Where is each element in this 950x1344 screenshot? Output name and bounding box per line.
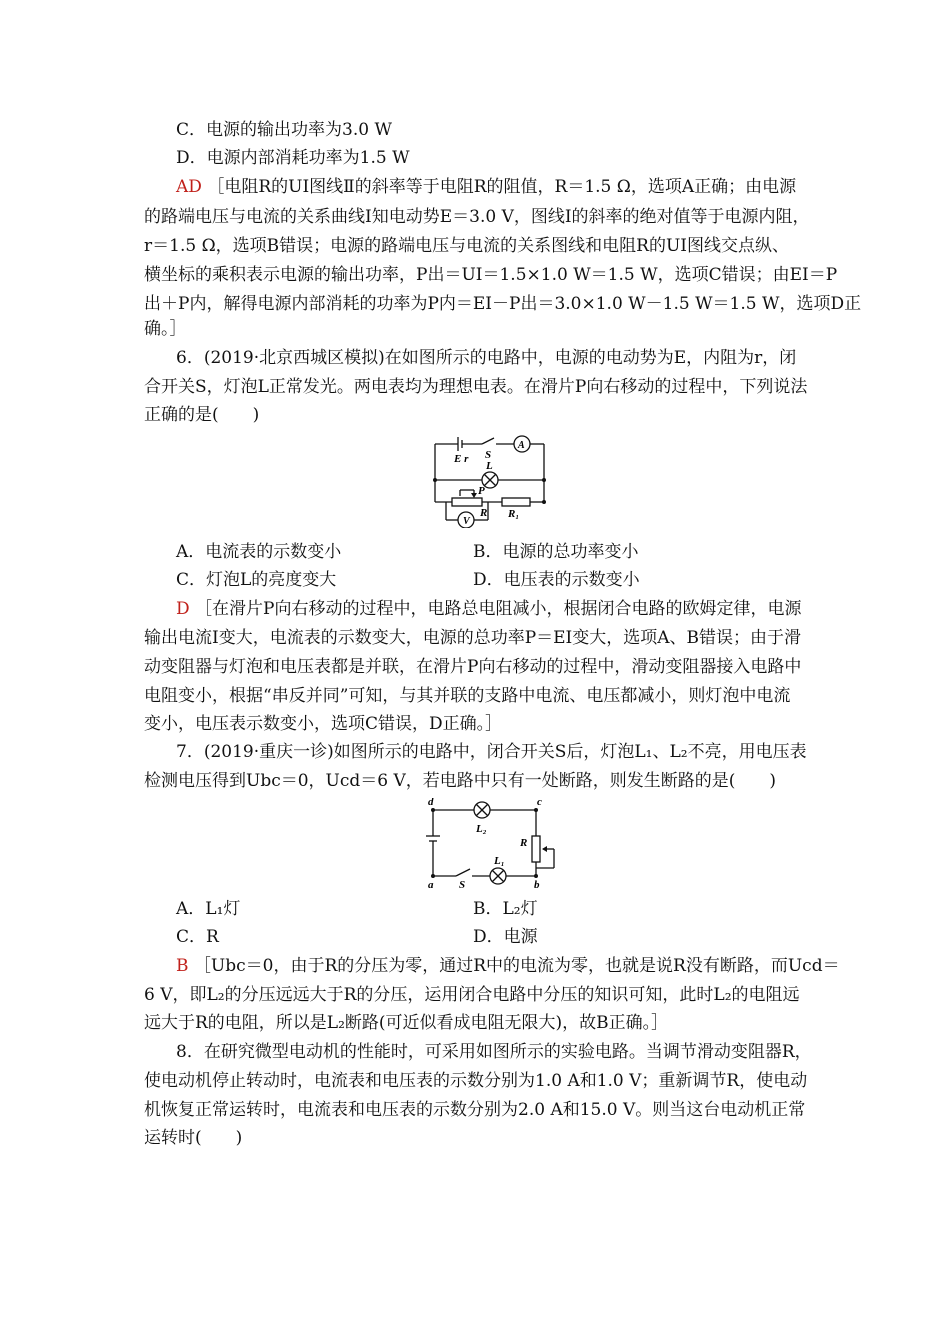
explanation-line: 电阻变小，根据“串反并同”可知，与其并联的支路中电流、电压都减小，则灯泡中电流 xyxy=(144,686,791,706)
explanation-line: 确。］ xyxy=(144,319,187,339)
option-c: C．电源的输出功率为3.0 W xyxy=(176,120,392,140)
explanation-line: 横坐标的乘积表示电源的输出功率，P出＝UI＝1.5×1.0 W＝1.5 W，选项C错误；由EI＝P xyxy=(144,265,838,285)
q6-option-d[interactable]: D．电压表的示数变小 xyxy=(473,570,640,590)
answer-key: B xyxy=(176,956,189,976)
explanation-line: 的路端电压与电流的关系曲线Ⅰ知电动势E＝3.0 V，图线Ⅰ的斜率的绝对值等于电源内阻， xyxy=(144,207,810,227)
q6-option-c[interactable]: C．灯泡L的亮度变大 xyxy=(176,570,337,590)
question-6-circuit-diagram xyxy=(430,432,550,528)
explanation-line: 动变阻器与灯泡和电压表都是并联，在滑片P向右移动的过程中，滑动变阻器接入电路中 xyxy=(144,657,802,677)
question-6-stem: 6．(2019·北京西城区模拟)在如图所示的电路中，电源的电动势为E，内阻为r，闭 xyxy=(176,348,797,368)
option-d: D．电源内部消耗功率为1.5 W xyxy=(176,148,410,168)
explanation-line: 变小，电压表示数变小，选项C错误，D正确。］ xyxy=(144,714,503,734)
label-s: S xyxy=(485,449,492,461)
label-b: b xyxy=(534,879,540,890)
question-8-stem: 运转时( ) xyxy=(144,1128,243,1148)
question-6-stem: 合开关S，灯泡L正常发光。两电表均为理想电表。在滑片P向右移动的过程中，下列说法 xyxy=(144,377,808,397)
answer-explanation-line: AD ［电阻R的UI图线Ⅱ的斜率等于电阻R的阻值，R＝1.5 Ω，选项A正确；由电源 xyxy=(176,177,797,197)
q7-option-a[interactable]: A．L₁灯 xyxy=(176,899,241,919)
q6-answer-line: D ［在滑片P向右移动的过程中，电路总电阻减小，根据闭合电路的欧姆定律，电源 xyxy=(176,599,802,619)
question-8-stem: 8．在研究微型电动机的性能时，可采用如图所示的实验电路。当调节滑动变阻器R， xyxy=(176,1042,812,1062)
answer-key: D xyxy=(176,599,190,619)
answer-key: AD xyxy=(176,177,202,197)
question-7-circuit-diagram xyxy=(420,798,570,890)
label-p: P xyxy=(478,485,485,497)
explanation-line: 出＋P内，解得电源内部消耗的功率为P内＝EI－P出＝3.0×1.0 W－1.5 W＝1.5 W，选项D正 xyxy=(144,294,862,314)
question-7-stem: 7．(2019·重庆一诊)如图所示的电路中，闭合开关S后，灯泡L₁、L₂不亮，用电压表 xyxy=(176,742,807,762)
q7-option-c[interactable]: C．R xyxy=(176,927,219,947)
explanation-line: 输出电流I变大，电流表的示数变大，电源的总功率P＝EI变大，选项A、B错误；由于滑 xyxy=(144,628,802,648)
explanation-line: 远大于R的电阻，所以是L₂断路(可近似看成电阻无限大)，故B正确。］ xyxy=(144,1013,669,1033)
label-l: L xyxy=(486,460,493,472)
explanation-line: 6 V，即L₂的分压远远大于R的分压，运用闭合电路中分压的知识可知，此时L₂的电阻远 xyxy=(144,985,800,1005)
label-a: A xyxy=(518,440,525,451)
label-er: E r xyxy=(454,453,469,465)
q7-option-b[interactable]: B．L₂灯 xyxy=(473,899,538,919)
question-8-stem: 使电动机停止转动时，电流表和电压表的示数分别为1.0 A和1.0 V；重新调节R，使电动 xyxy=(144,1071,808,1091)
q7-option-d[interactable]: D．电源 xyxy=(473,927,538,947)
label-r: R xyxy=(520,837,528,849)
label-a: a xyxy=(428,879,434,890)
label-r1: R₁ xyxy=(508,508,520,520)
label-r: R xyxy=(480,507,488,519)
label-l2: L₂ xyxy=(476,823,487,835)
label-c: c xyxy=(537,798,542,808)
explanation-line: r＝1.5 Ω，选项B错误；电源的路端电压与电流的关系图线和电阻R的UI图线交点纵、 xyxy=(144,236,789,256)
q6-option-a[interactable]: A．电流表的示数变小 xyxy=(176,542,342,562)
label-s: S xyxy=(459,879,466,890)
question-6-stem: 正确的是( ) xyxy=(144,405,260,425)
question-7-stem: 检测电压得到Ubc＝0，Ucd＝6 V，若电路中只有一处断路，则发生断路的是( ) xyxy=(144,771,777,791)
q6-option-b[interactable]: B．电源的总功率变小 xyxy=(473,542,639,562)
q7-answer-line: B ［Ubc＝0，由于R的分压为零，通过R中的电流为零，也就是说R没有断路，而Ucd＝ xyxy=(176,956,840,976)
label-d: d xyxy=(428,798,434,808)
question-8-stem: 机恢复正常运转时，电流表和电压表的示数分别为2.0 A和15.0 V。则当这台电动机正常 xyxy=(144,1100,806,1120)
label-v: V xyxy=(463,516,470,527)
label-l1: L₁ xyxy=(494,855,505,867)
